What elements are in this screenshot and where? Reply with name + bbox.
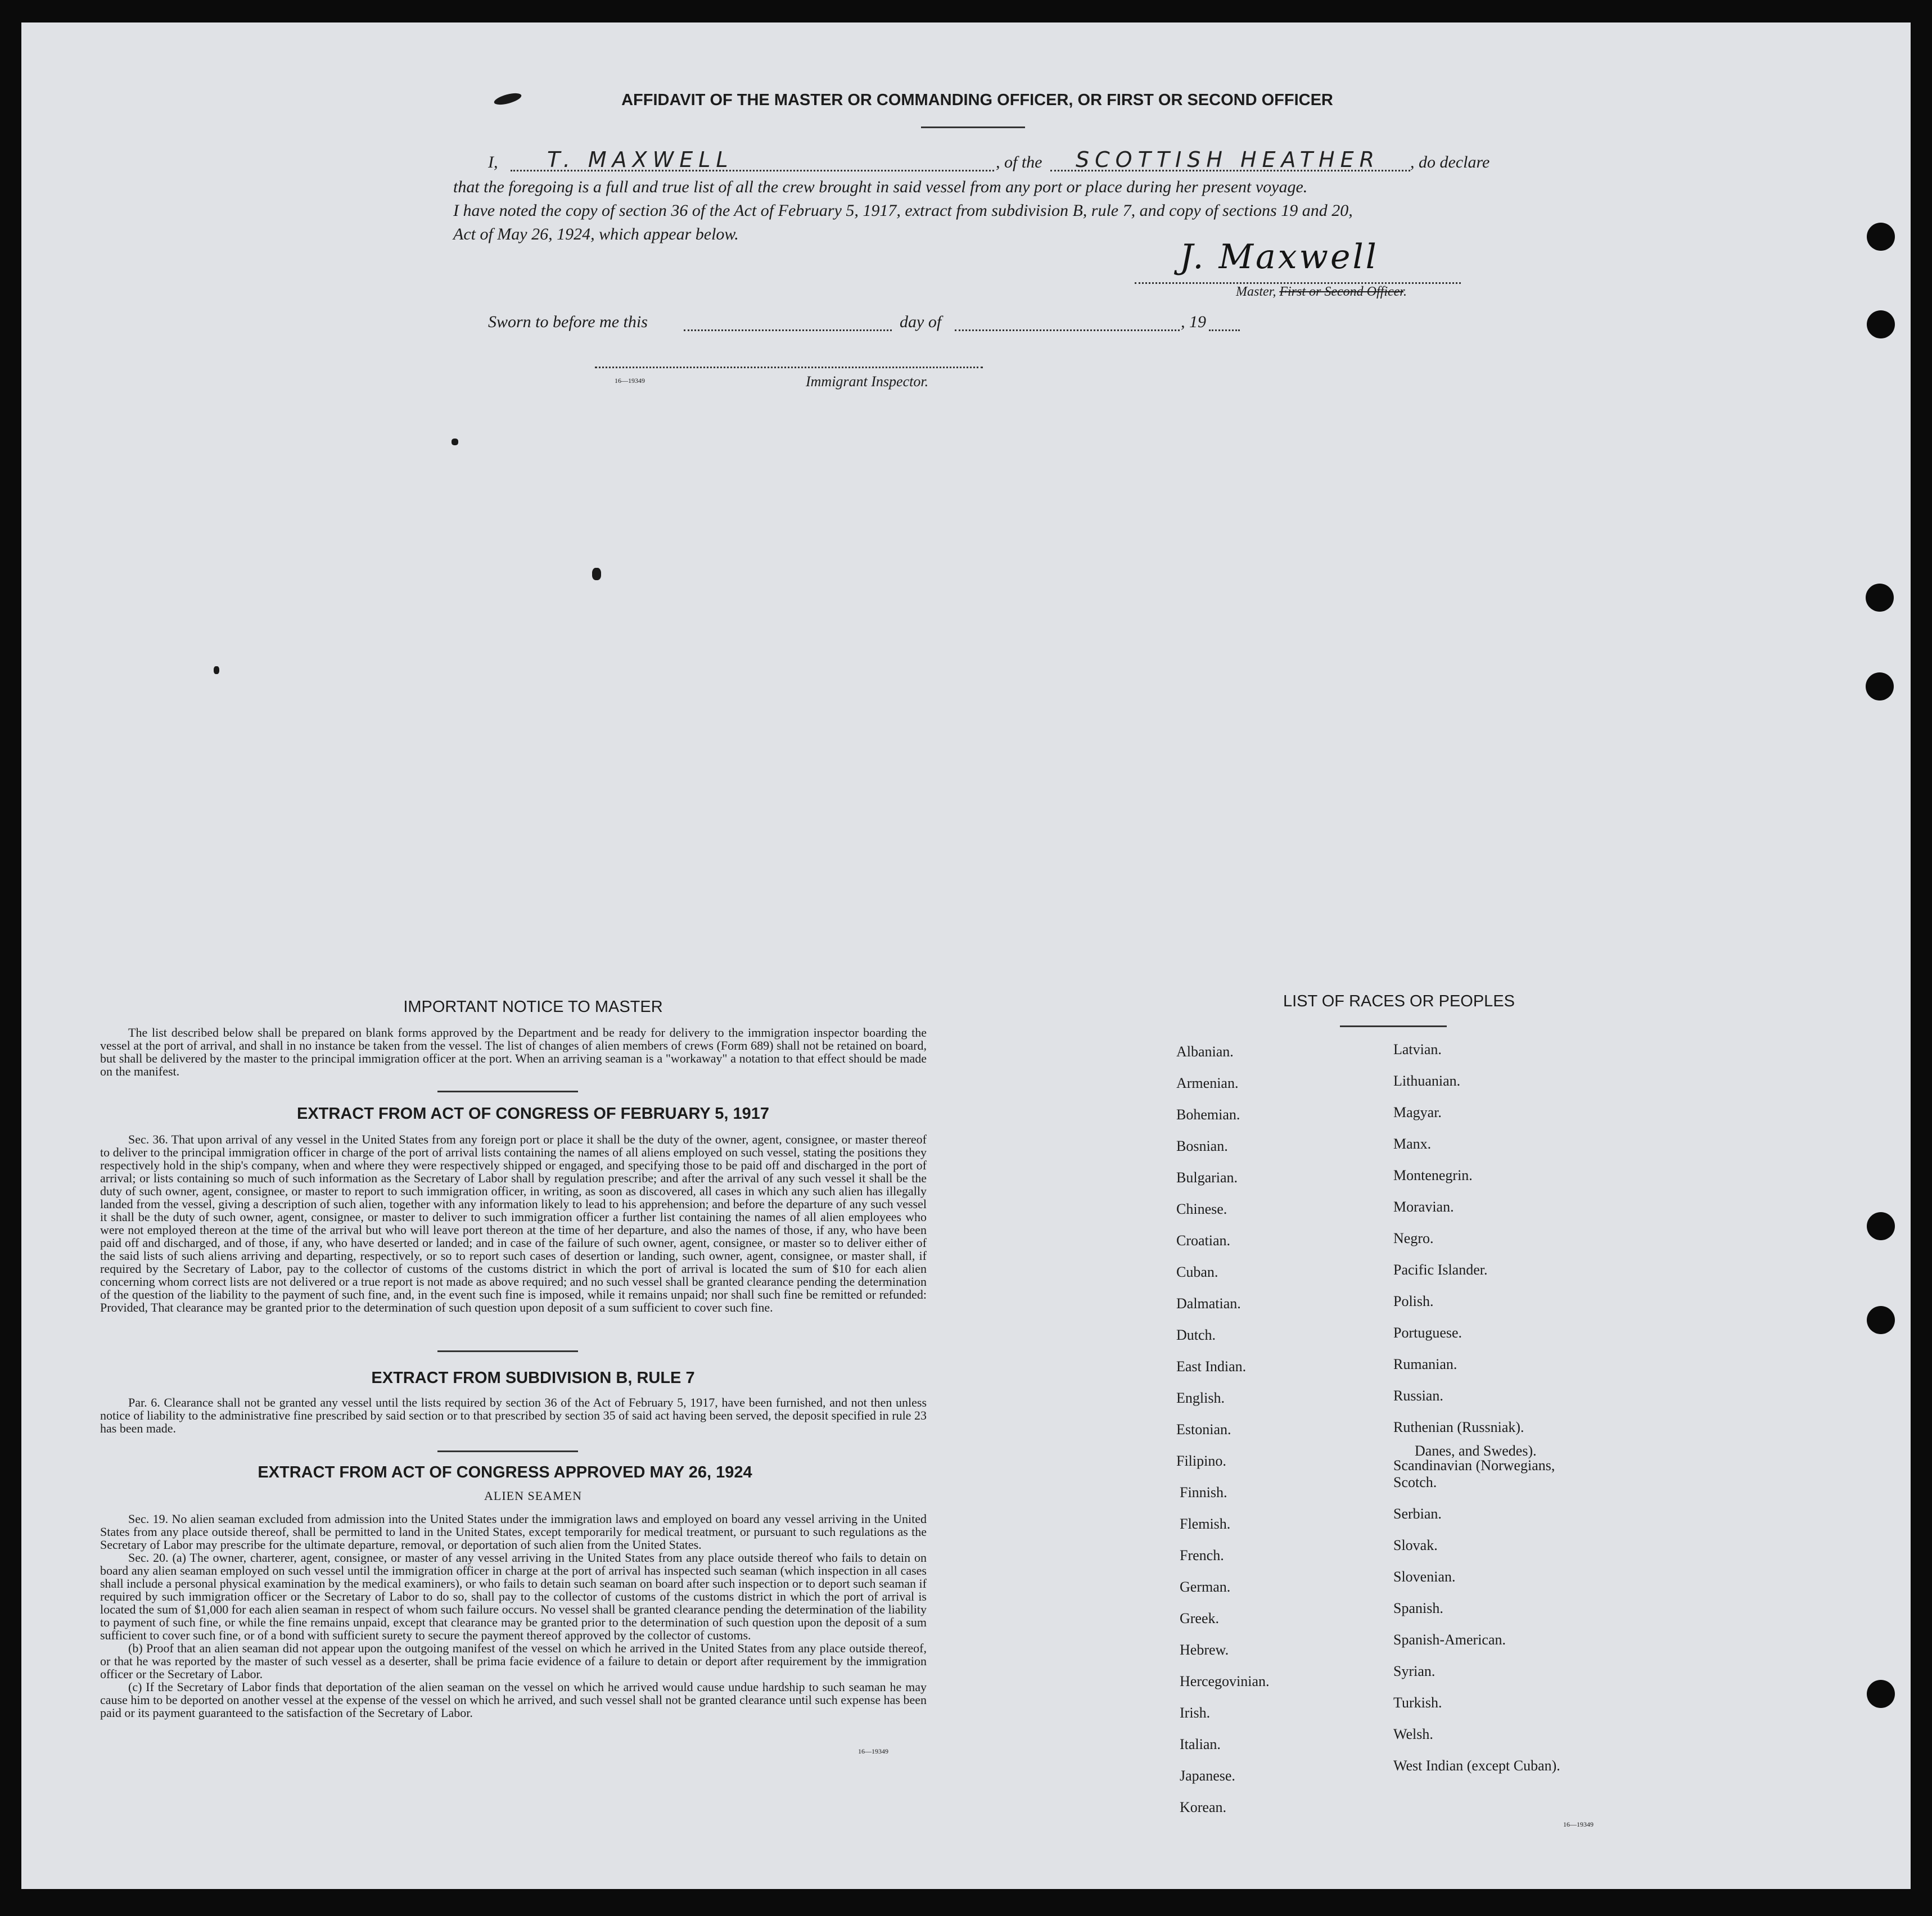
race-item: Ruthenian (Russniak). bbox=[1393, 1419, 1524, 1435]
sec-36-paragraph: Sec. 36. That upon arrival of any vessel in the United States from any foreign port or place it shall be the duty of the owner, agent, consignee, or master thereof to deliver to the principal immigration officer in charge of the port of arrival lists containing the names of all aliens employed on such vessel, stating the positions they respectively hold in the ship's company, when and where they were respectively shipped or engaged, and specifying those to be paid off and discharged in the port of arrival; or lists containing so much of such information as the Secretary of Labor shall by regulation prescribe; and after the arrival of any such vessel it shall be the duty of such owner, agent, consignee, or master to report to such immigration officer, in writing, as soon as discovered, all cases in which any such alien has illegally landed from the vessel, giving a description of such alien, together with any information likely to lead to his apprehension; and before the departure of any such vessel it shall be the duty of such owner, agent, consignee, or master to deliver to such immigration officer a further list containing the names of all alien employees who were not employed thereon at the time of the arrival but who will leave port thereon at the time of her departure, and also the names of those, if any, who have been paid off and discharged, and of those, if any, who have deserted or landed; and in case of the failure of such owner, agent, consignee, or master so to deliver either of the said lists of such aliens arriving and departing, respectively, or so to report such cases of desertion or landing, such owner, agent, consignee, or master shall, if required by the Secretary of Labor, pay to the collector of customs of the customs district in which the port of arrival is located the sum of $10 for each alien concerning whom correct lists are not delivered or a true report is not made as above required; and no such vessel shall be granted clearance pending the determination of the question of the liability to the payment of such fine, and, in the event such fine is imposed, while it remains unpaid; nor shall such fine be remitted or refunded: Provided, That clearance may be granted prior to the determination of such question upon deposit of a sum sufficient to cover such fine. bbox=[100, 1132, 927, 1314]
day-of-text: day of bbox=[900, 313, 942, 331]
declaration-line-2: that the foregoing is a full and true list of all the crew brought in said vessel from any port or place during her present voyage. bbox=[453, 178, 1308, 196]
race-item: Italian. bbox=[1180, 1736, 1221, 1752]
punch-hole bbox=[1866, 672, 1894, 701]
race-item: Hercegovinian. bbox=[1180, 1673, 1270, 1689]
ink-speck bbox=[592, 568, 601, 580]
vessel-name: SCOTTISH HEATHER bbox=[1076, 147, 1380, 172]
race-item: Syrian. bbox=[1393, 1663, 1436, 1679]
race-item: Polish. bbox=[1393, 1293, 1434, 1309]
punch-hole bbox=[1867, 1212, 1895, 1240]
race-item: Serbian. bbox=[1393, 1506, 1442, 1522]
sworn-text: Sworn to before me this bbox=[488, 313, 648, 331]
race-item: Slovenian. bbox=[1393, 1569, 1456, 1585]
race-item: Pacific Islander. bbox=[1393, 1262, 1488, 1278]
punch-hole bbox=[1867, 310, 1895, 338]
race-item: Negro. bbox=[1393, 1230, 1434, 1246]
form-number-right: 16—19349 bbox=[1563, 1820, 1594, 1828]
race-item: Estonian. bbox=[1176, 1421, 1231, 1438]
race-item: Moravian. bbox=[1393, 1199, 1454, 1215]
do-declare-text: , do declare bbox=[1410, 153, 1490, 171]
notice-title: IMPORTANT NOTICE TO MASTER bbox=[403, 998, 663, 1016]
race-item: German. bbox=[1180, 1579, 1231, 1595]
punch-hole bbox=[1866, 584, 1894, 612]
form-page bbox=[21, 22, 1911, 1889]
race-item: Albanian. bbox=[1176, 1043, 1234, 1060]
year-line bbox=[1209, 329, 1240, 331]
race-item: Hebrew. bbox=[1180, 1642, 1229, 1658]
signature-line bbox=[1135, 282, 1461, 284]
extract-rule7-text bbox=[100, 1396, 927, 1435]
notice-rule bbox=[437, 1091, 578, 1092]
declaration-line-3: I have noted the copy of section 36 of the Act of February 5, 1917, extract from subdivision B, rule 7, and copy of sections 19 and 20, bbox=[453, 201, 1353, 220]
notice-paragraph: The list described below shall be prepared on blank forms approved by the Department and be ready for delivery to the immigration inspector boarding the vessel at the port of arrival, and shall in no instance be taken from the vessel. The list of changes of alien members of crews (Form 689) shall not be retained on board, but shall be delivered by the master to the principal immigration officer at the port. When an arriving seaman is a "workaway" a notation to that effect should be made on the manifest. bbox=[100, 1025, 927, 1078]
ink-blot bbox=[493, 91, 522, 107]
race-item: Japanese. bbox=[1180, 1768, 1235, 1784]
race-item: Spanish-American. bbox=[1393, 1632, 1506, 1648]
sworn-day-line bbox=[684, 329, 892, 331]
race-item: Portuguese. bbox=[1393, 1325, 1462, 1341]
title-rule bbox=[921, 126, 1025, 128]
race-item: Welsh. bbox=[1393, 1726, 1433, 1742]
extract-1917-title: EXTRACT FROM ACT OF CONGRESS OF FEBRUARY 5, 1917 bbox=[296, 1105, 770, 1123]
ink-speck bbox=[452, 439, 458, 445]
punch-hole bbox=[1867, 1680, 1895, 1708]
race-item: Bohemian. bbox=[1176, 1106, 1240, 1123]
form-number-left: 16—19349 bbox=[858, 1747, 888, 1755]
race-item: English. bbox=[1176, 1390, 1225, 1406]
signature-caption bbox=[1236, 284, 1407, 300]
race-item: Danes, and Swedes). bbox=[1415, 1443, 1537, 1459]
race-item: French. bbox=[1180, 1547, 1224, 1563]
extract-1917-text bbox=[100, 1133, 927, 1314]
affidavit-title: AFFIDAVIT OF THE MASTER OR COMMANDING OFFICER, OR FIRST OR SECOND OFFICER bbox=[621, 91, 1333, 109]
races-rule bbox=[1340, 1025, 1447, 1027]
race-item: West Indian (except Cuban). bbox=[1393, 1757, 1560, 1774]
race-item: Armenian. bbox=[1176, 1075, 1239, 1091]
extract-1924-title: EXTRACT FROM ACT OF CONGRESS APPROVED MAY 26, 1924 bbox=[258, 1463, 752, 1481]
declaration-line-4: Act of May 26, 1924, which appear below. bbox=[453, 225, 739, 243]
punch-hole bbox=[1867, 223, 1895, 251]
sec-19-paragraph: Sec. 19. No alien seaman excluded from admission into the United States under the immigration laws and employed on board any vessel arriving in the United States from any place outside thereof, shall be permitted to land in the United States, except temporarily for medical treatment, or pursuant to such regulations as the Secretary of Labor may prescribe for the ultimate departure, removal, or deportation of such alien from the United States. bbox=[100, 1512, 927, 1552]
race-item: Finnish. bbox=[1180, 1484, 1227, 1501]
race-item: Korean. bbox=[1180, 1799, 1227, 1815]
sec-20c-paragraph: (c) If the Secretary of Labor finds that deportation of the alien seaman on the vessel on which he arrived would cause undue hardship to such seaman he may cause him to be deported on another vessel at the expense of the vessel on which he arrived, and such vessel shall not be granted clearance until such expense has been paid or its payment guaranteed to the satisfaction of the Secretary of Labor. bbox=[100, 1680, 927, 1720]
alien-seamen-subtitle: ALIEN SEAMEN bbox=[484, 1489, 582, 1503]
race-item: Greek. bbox=[1180, 1610, 1220, 1626]
declaration-prefix: I, bbox=[488, 153, 498, 171]
form-number-top: 16—19349 bbox=[615, 377, 645, 385]
race-item: Scandinavian (Norwegians, bbox=[1393, 1457, 1555, 1474]
race-item: Montenegrin. bbox=[1393, 1167, 1473, 1183]
race-item: Spanish. bbox=[1393, 1600, 1443, 1616]
extract-1917-rule bbox=[437, 1350, 578, 1352]
caption-end: . bbox=[1403, 284, 1407, 299]
race-item: Chinese. bbox=[1176, 1201, 1227, 1217]
race-item: Russian. bbox=[1393, 1388, 1443, 1404]
sec-20b-paragraph: (b) Proof that an alien seaman did not appear upon the outgoing manifest of the vessel on which he arrived in the United States from any place outside thereof, or that he was reported by the master of such vessel as a deserter, shall be prima facie evidence of a failure to detain or deport after requirement by the immigration officer or the Secretary of Labor. bbox=[100, 1641, 927, 1681]
inspector-caption: Immigrant Inspector. bbox=[806, 373, 929, 390]
race-item: Slovak. bbox=[1393, 1537, 1438, 1553]
extract-1924-text bbox=[100, 1512, 927, 1719]
race-item: Cuban. bbox=[1176, 1264, 1218, 1280]
extract-rule7-rule bbox=[437, 1450, 578, 1452]
race-item: Rumanian. bbox=[1393, 1356, 1457, 1372]
race-item: Irish. bbox=[1180, 1705, 1211, 1721]
race-item: Lithuanian. bbox=[1393, 1073, 1461, 1089]
race-item: Bosnian. bbox=[1176, 1138, 1228, 1154]
sworn-month-line bbox=[955, 329, 1180, 331]
race-item: Bulgarian. bbox=[1176, 1169, 1238, 1186]
ink-speck bbox=[214, 666, 219, 674]
notice-text bbox=[100, 1026, 927, 1078]
par-6-paragraph: Par. 6. Clearance shall not be granted any vessel until the lists required by section 36 of the Act of February 5, 1917, have been furnished, and not then unless notice of liability to the administrative fine prescribed by said section or to that prescribed by section 35 of said act having been served, the deposit specified in rule 23 has been made. bbox=[100, 1395, 927, 1435]
race-item: East Indian. bbox=[1176, 1358, 1247, 1375]
race-item: Dalmatian. bbox=[1176, 1295, 1241, 1312]
sec-20a-paragraph: Sec. 20. (a) The owner, charterer, agent, consignee, or master of any vessel arriving in the United States from any place outside thereof who fails to detain on board any alien seaman employed on such vessel until the immigration officer in charge at the port of arrival has inspected such seaman (which inspection in all cases shall include a personal physical examination by the medical examiners), or who fails to detain such seaman on board after such inspection or to deport such seaman if required by such immigration officer or the Secretary of Labor to do so, shall pay to the collector of customs of the customs district in which the port of arrival is located the sum of $1,000 for each alien seaman in respect of whom such failure occurs. No vessel shall be granted clearance pending the determination of the liability to payment of such fine, or while the fine remains unpaid, except that clearance may be granted prior to the determination of such question upon the deposit of a sum sufficient to cover such fine, or of a bond with sufficient surety to secure the payment thereof approved by the collector of customs. bbox=[100, 1551, 927, 1642]
race-item: Scotch. bbox=[1393, 1474, 1437, 1490]
race-item: Flemish. bbox=[1180, 1516, 1231, 1532]
race-item: Croatian. bbox=[1176, 1232, 1231, 1249]
inspector-line bbox=[595, 367, 983, 368]
of-the-text: , of the bbox=[996, 153, 1042, 171]
race-item: Dutch. bbox=[1176, 1327, 1216, 1343]
race-item: Magyar. bbox=[1393, 1104, 1442, 1120]
master-name: T. MAXWELL bbox=[547, 147, 734, 172]
year-text: , 19 bbox=[1181, 313, 1206, 331]
caption-struck: First or Second Officer bbox=[1279, 284, 1403, 299]
punch-hole bbox=[1867, 1306, 1895, 1334]
race-item: Turkish. bbox=[1393, 1694, 1442, 1711]
race-item: Manx. bbox=[1393, 1136, 1432, 1152]
races-title: LIST OF RACES OR PEOPLES bbox=[1283, 992, 1515, 1010]
extract-rule7-title: EXTRACT FROM SUBDIVISION B, RULE 7 bbox=[371, 1369, 695, 1387]
race-item: Latvian. bbox=[1393, 1041, 1442, 1058]
signature: J. Maxwell bbox=[1180, 237, 1379, 277]
race-item: Filipino. bbox=[1176, 1453, 1226, 1469]
caption-master: Master, bbox=[1236, 284, 1276, 299]
